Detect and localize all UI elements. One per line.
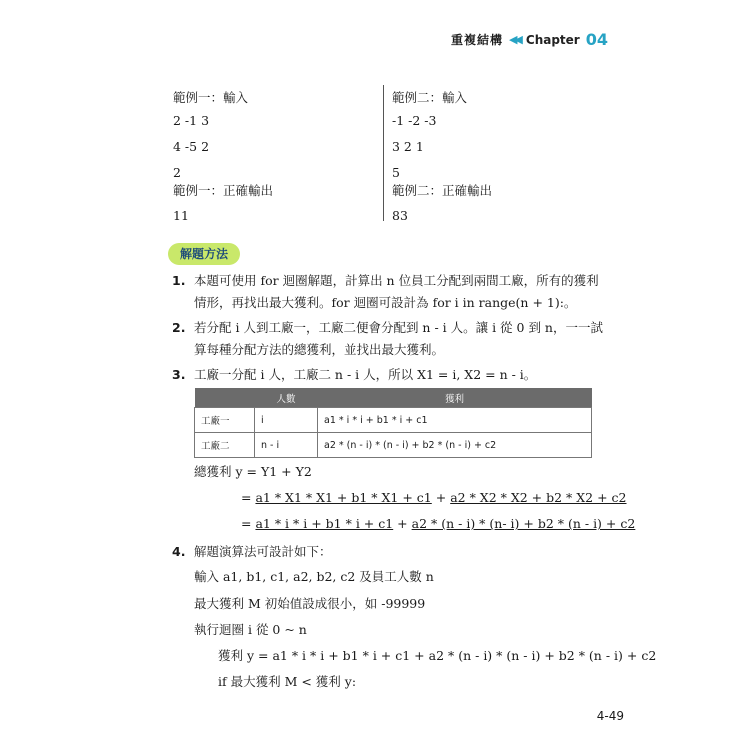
algorithm-line: 獲利 y = a1 * i * i + b1 * i + c1 + a2 * (n - i) * (n - i) + b2 * (n - i) + c2: [218, 648, 657, 663]
item-number: 2.: [172, 320, 186, 335]
example2-output: 83: [392, 208, 408, 223]
table-cell: 工廠一: [195, 408, 255, 433]
algorithm-line: 輸入 a1, b1, c1, a2, b2, c2 及員工人數 n: [194, 569, 434, 584]
chapter-label: Chapter: [525, 32, 580, 47]
algorithm-line: 最大獲利 M 初始值設成很小，如 -99999: [194, 596, 426, 611]
item4-line1: 解題演算法可設計如下：: [194, 544, 332, 559]
item1-line2: 情形，再找出最大獲利。for 迴圈可設計為 for i in range(n + 1):。: [194, 295, 577, 310]
table-header-cell: [195, 388, 255, 408]
formula-line-1: = a1 * X1 * X1 + b1 * X1 + c1 + a2 * X2 * X2 + b2 * X2 + c2: [241, 490, 627, 505]
example1-line: 2 -1 3: [173, 113, 210, 128]
algorithm-line: if 最大獲利 M < 獲利 y:: [218, 674, 357, 689]
profit-table: [194, 388, 592, 458]
double-arrow-left-icon: ◀◀: [508, 33, 520, 46]
total-profit-formula: 總獲利 y = Y1 + Y2: [194, 464, 312, 479]
example2-line: -1 -2 -3: [392, 113, 437, 128]
table-cell: a1 * i * i + b1 * i + c1: [318, 408, 592, 433]
section-badge: 解題方法: [168, 243, 240, 265]
item3-line1: 工廠一分配 i 人，工廠二 n - i 人，所以 X1 = i, X2 = n - i。: [194, 367, 537, 382]
chapter-title: 重複結構: [450, 33, 503, 47]
table-row: [195, 433, 592, 458]
table-row: [195, 408, 592, 433]
example-divider: [383, 85, 384, 221]
example1-output: 11: [173, 208, 189, 223]
table-header-cell: 獲利: [318, 388, 592, 408]
example2-input-label: 範例二：輸入: [392, 90, 468, 105]
example2-line: 5: [392, 165, 400, 180]
table-cell: n - i: [255, 433, 318, 458]
page-number: 4-49: [596, 709, 624, 723]
algorithm-line: 執行迴圈 i 從 0 ~ n: [194, 622, 307, 637]
example1-line: 2: [173, 165, 181, 180]
item-number: 1.: [172, 273, 186, 288]
example1-output-label: 範例一：正確輸出: [173, 183, 274, 198]
table-cell: i: [255, 408, 318, 433]
table-header-row: [195, 388, 592, 408]
item1-line1: 本題可使用 for 迴圈解題，計算出 n 位員工分配到兩間工廠，所有的獲利: [194, 273, 599, 288]
item-number: 3.: [172, 367, 186, 382]
item-number: 4.: [172, 544, 186, 559]
chapter-number: 04: [585, 30, 608, 49]
table-cell: a2 * (n - i) * (n - i) + b2 * (n - i) + c2: [318, 433, 592, 458]
table-header-cell: 人數: [255, 388, 318, 408]
example2-line: 3 2 1: [392, 139, 424, 154]
example1-input-label: 範例一：輸入: [173, 90, 249, 105]
formula-line-2: = a1 * i * i + b1 * i + c1 + a2 * (n - i) * (n- i) + b2 * (n - i) + c2: [241, 516, 636, 531]
chapter-header: [451, 30, 608, 49]
example2-output-label: 範例二：正確輸出: [392, 183, 493, 198]
example1-line: 4 -5 2: [173, 139, 210, 154]
table-cell: 工廠二: [195, 433, 255, 458]
item2-line2: 算每種分配方法的總獲利，並找出最大獲利。: [194, 342, 445, 357]
item2-line1: 若分配 i 人到工廠一，工廠二便會分配到 n - i 人。讓 i 從 0 到 n，一一試: [194, 320, 603, 335]
